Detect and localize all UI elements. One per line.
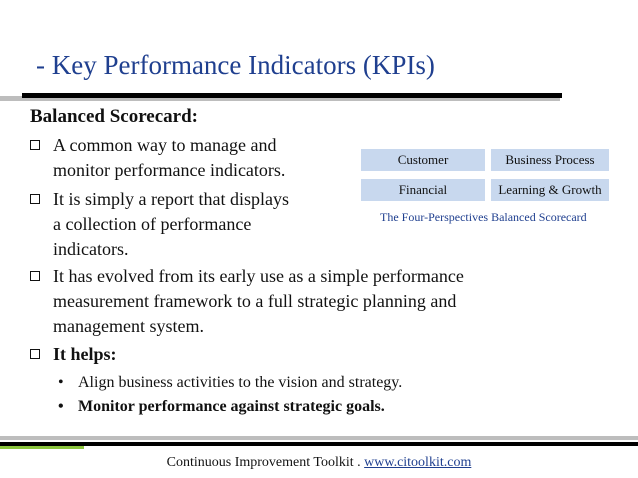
bullet-line: a collection of performance xyxy=(53,214,252,234)
bullet-line: measurement framework to a full strategic planning and xyxy=(53,291,457,311)
bullet-item xyxy=(30,342,117,367)
bullet-line: It has evolved from its early use as a simple performance xyxy=(53,266,464,286)
bullet-item xyxy=(30,187,289,262)
bullet-line: It is simply a report that displays xyxy=(53,189,289,209)
scorecard-cell-learning-growth: Learning & Growth xyxy=(491,179,609,201)
footer-divider-shadow xyxy=(0,436,638,440)
sub-bullet-item xyxy=(58,374,402,392)
section-heading: Balanced Scorecard: xyxy=(30,106,198,127)
bullet-line: monitor performance indicators. xyxy=(53,160,286,180)
sub-bullet-text: Monitor performance against strategic goals. xyxy=(78,398,385,415)
checkbox-bullet-icon xyxy=(30,194,40,204)
scorecard-cell-financial: Financial xyxy=(361,179,485,201)
footer-link[interactable]: www.citoolkit.com xyxy=(364,455,472,470)
checkbox-bullet-icon xyxy=(30,349,40,359)
dot-bullet-icon: • xyxy=(58,374,64,391)
dot-bullet-icon: • xyxy=(58,398,64,415)
sub-bullet-item xyxy=(58,398,385,416)
bullet-line: indicators. xyxy=(53,239,129,259)
title-divider xyxy=(22,93,562,98)
bullet-line: It helps: xyxy=(53,344,117,364)
footer-divider xyxy=(0,442,638,446)
scorecard-caption: The Four-Perspectives Balanced Scorecard xyxy=(380,210,587,224)
scorecard-cell-customer: Customer xyxy=(361,149,485,171)
checkbox-bullet-icon xyxy=(30,271,40,281)
bullet-line: A common way to manage and xyxy=(53,135,277,155)
footer-accent-bar xyxy=(0,446,84,449)
bullet-line: management system. xyxy=(53,316,204,336)
footer-text: Continuous Improvement Toolkit xyxy=(166,455,354,470)
scorecard-cell-business-process: Business Process xyxy=(491,149,609,171)
bullet-item xyxy=(30,133,285,183)
slide-title: - Key Performance Indicators (KPIs) xyxy=(36,50,435,80)
footer xyxy=(0,455,638,471)
checkbox-bullet-icon xyxy=(30,140,40,150)
sub-bullet-text: Align business activities to the vision and strategy. xyxy=(78,374,403,391)
footer-separator: . xyxy=(353,455,365,470)
bullet-item xyxy=(30,264,464,339)
